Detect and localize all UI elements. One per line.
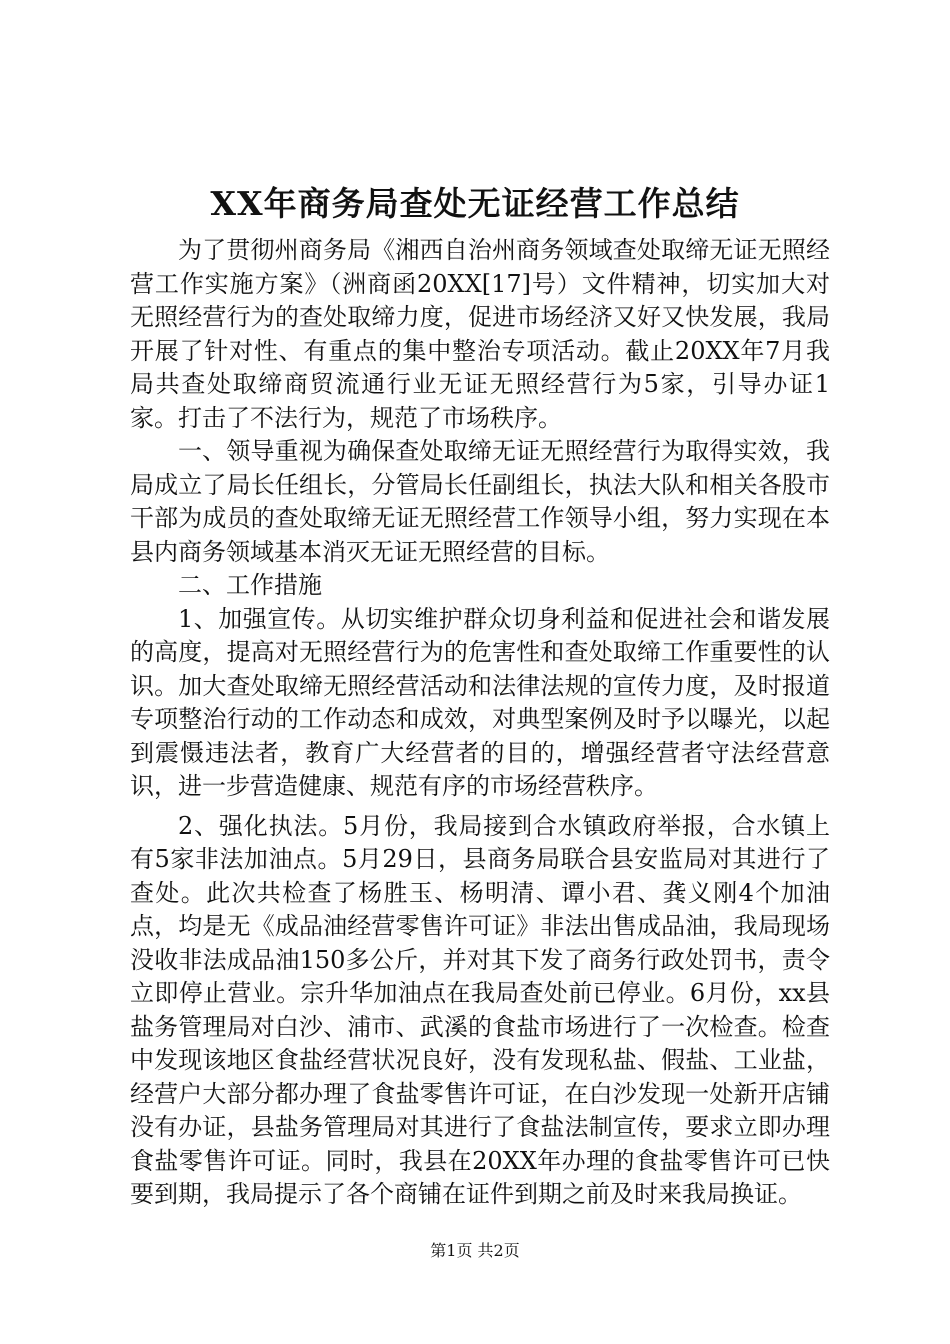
document-title: XX年商务局查处无证经营工作总结 <box>210 184 740 223</box>
paragraph-enforcement: 2、强化执法。5月份，我局接到合水镇政府举报，合水镇上有5家非法加油点。5月29日，县商务局联合县安监局对其进行了查处。此次共检查了杨胜玉、杨明清、谭小君、龚义刚4个加油点，均是无《成品油经营零售许可证》非法出售成品油，我局现场没收非法成品油150多公斤，并对其下发了商务行政处罚书，责令立即停止营业。宗升华加油点在我局查处前已停业。6月份，xx县盐务管理局对白沙、浦市、武溪的食盐市场进行了一次检查。检查中发现该地区食盐经营状况良好，没有发现私盐、假盐、工业盐，经营户大部分都办理了食盐零售许可证，在白沙发现一处新开店铺没有办证，县盐务管理局对其进行了食盐法制宣传，要求立即办理食盐零售许可证。同时，我县在20XX年办理的食盐零售许可已快要到期，我局提示了各个商铺在证件到期之前及时来我局换证。 <box>130 811 830 1208</box>
paragraph-leadership: 一、领导重视为确保查处取缔无证无照经营行为取得实效，我局成立了局长任组长，分管局长任副组长，执法大队和相关各股市干部为成员的查处取缔无证无照经营工作领导小组，努力实现在本县内商务领域基本消灭无证无照经营的目标。 <box>130 437 830 566</box>
page-footer: 第1页 共2页 <box>430 1241 520 1260</box>
paragraph-intro: 为了贯彻州商务局《湘西自治州商务领域查处取缔无证无照经营工作实施方案》（洲商函20XX[17]号）文件精神，切实加大对无照经营行为的查处取缔力度，促进市场经济又好又快发展，我局开展了针对性、有重点的集中整治专项活动。截止20XX年7月我局共查处取缔商贸流通行业无证无照经营行为5家，引导办证1家。打击了不法行为，规范了市场秩序。 <box>130 236 830 432</box>
document-body <box>130 234 830 1212</box>
paragraph-publicity: 1、加强宣传。从切实维护群众切身利益和促进社会和谐发展的高度，提高对无照经营行为的危害性和查处取缔工作重要性的认识。加大查处取缔无照经营活动和法律法规的宣传力度，及时报道专项整治行动的工作动态和成效，对典型案例及时予以曝光，以起到震慑违法者，教育广大经营者的目的，增强经营者守法经营意识，进一步营造健康、规范有序的市场经营秩序。 <box>130 604 830 800</box>
paragraph-measures-heading: 二、工作措施 <box>178 571 322 599</box>
